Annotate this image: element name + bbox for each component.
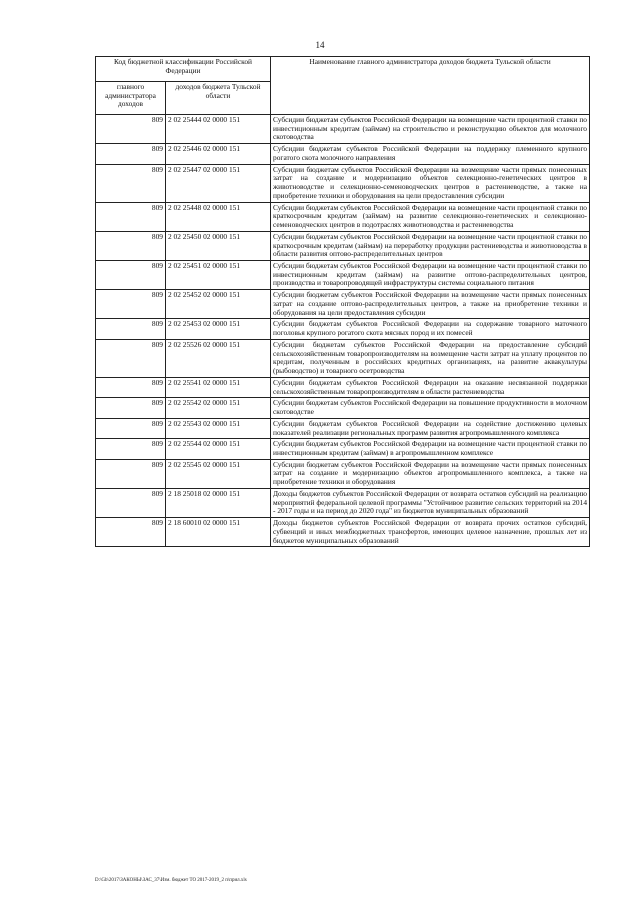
header-main-admin: главного администратора доходов <box>96 82 166 115</box>
income-code-cell: 2 02 25450 02 0000 151 <box>166 231 271 260</box>
admin-code-cell: 809 <box>96 418 166 438</box>
admin-code-cell: 809 <box>96 439 166 459</box>
table-row <box>96 144 590 164</box>
table-header-row <box>96 57 590 82</box>
description-cell: Субсидии бюджетам субъектов Российской Федерации на возмещение части процентной ставки по инвестиционным кредитам (займам) на строительство и реконструкцию объектов для молочного скотоводства <box>271 115 590 144</box>
description-cell: Субсидии бюджетам субъектов Российской Федерации на повышение продуктивности в молочном скотоводстве <box>271 398 590 418</box>
income-code-cell: 2 02 25453 02 0000 151 <box>166 319 271 339</box>
admin-code-cell: 809 <box>96 202 166 231</box>
description-cell: Доходы бюджетов субъектов Российской Федерации от возврата прочих остатков субсидий, субвенций и иных межбюджетных трансфертов, имеющих целевое назначение, прошлых лет из бюджетов муниципальных образований <box>271 518 590 547</box>
table-row <box>96 418 590 438</box>
admin-code-cell: 809 <box>96 377 166 397</box>
admin-code-cell: 809 <box>96 231 166 260</box>
admin-code-cell: 809 <box>96 164 166 202</box>
budget-classification-table <box>95 56 590 547</box>
description-cell: Субсидии бюджетам субъектов Российской Федерации на содействие достижению целевых показателей реализации региональных программ развития агропромышленного комплекса <box>271 418 590 438</box>
income-code-cell: 2 02 25542 02 0000 151 <box>166 398 271 418</box>
description-cell: Субсидии бюджетам субъектов Российской Федерации на поддержку племенного крупного рогатого скота молочного направления <box>271 144 590 164</box>
file-path-footer: D:\Gb\2017\ЗАКОНЫ\ЗАС_37\Изм. бюджет ТО 2017-2019_2 п\прил.xls <box>95 878 247 883</box>
table-row <box>96 164 590 202</box>
description-cell: Субсидии бюджетам субъектов Российской Федерации на возмещение части процентной ставки по инвестиционным кредитам (займам) на развитие оптово-распределительных центров, производства и товаропроводящей инфраструктуры системы социального питания <box>271 261 590 290</box>
table-row <box>96 518 590 547</box>
table-row <box>96 115 590 144</box>
description-cell: Субсидии бюджетам субъектов Российской Федерации на возмещение части процентной ставки по краткосрочным кредитам (займам) на переработку продукции растениеводства и животноводства в области развития оптово-распределительных центров <box>271 231 590 260</box>
admin-code-cell: 809 <box>96 319 166 339</box>
description-cell: Субсидии бюджетам субъектов Российской Федерации на возмещение части процентной ставки по краткосрочным кредитам (займам) на развитие селекционно-генетических и селекционно-семеноводческих центров в подотраслях животноводства и растениеводства <box>271 202 590 231</box>
table-row <box>96 439 590 459</box>
admin-code-cell: 809 <box>96 115 166 144</box>
table-row <box>96 202 590 231</box>
table-row <box>96 319 590 339</box>
income-code-cell: 2 02 25543 02 0000 151 <box>166 418 271 438</box>
admin-code-cell: 809 <box>96 459 166 488</box>
admin-code-cell: 809 <box>96 144 166 164</box>
description-cell: Субсидии бюджетам субъектов Российской Федерации на возмещение части прямых понесенных затрат на создание и модернизацию объектов селекционно-генетических центров в животноводстве и селекционно-семеноводческих центров в растениеводстве, а также на приобретение техники и оборудования на цели предоставления субсидии <box>271 164 590 202</box>
table-row <box>96 488 590 517</box>
page-number: 14 <box>315 40 325 50</box>
table-row <box>96 398 590 418</box>
table-body <box>96 115 590 547</box>
description-cell: Субсидии бюджетам субъектов Российской Федерации на оказание несвязанной поддержки сельскохозяйственным товаропроизводителям в области растениеводства <box>271 377 590 397</box>
description-cell: Субсидии бюджетам субъектов Российской Федерации на возмещение части прямых понесенных затрат на создание оптово-распределительных центров, а также на приобретение техники и оборудования на цели предоставления субсидии <box>271 290 590 319</box>
table-row <box>96 231 590 260</box>
description-cell: Субсидии бюджетам субъектов Российской Федерации на предоставление субсидий сельскохозяйственным товаропроизводителям на возмещение части затрат на уплату процентов по кредитам, полученным в российских кредитных организациях, на развитие аквакультуры (рыбоводство) и товарного осетроводства <box>271 339 590 377</box>
income-code-cell: 2 18 60010 02 0000 151 <box>166 518 271 547</box>
income-code-cell: 2 02 25526 02 0000 151 <box>166 339 271 377</box>
table-row <box>96 261 590 290</box>
admin-code-cell: 809 <box>96 488 166 517</box>
table-row <box>96 459 590 488</box>
admin-code-cell: 809 <box>96 339 166 377</box>
income-code-cell: 2 18 25018 02 0000 151 <box>166 488 271 517</box>
income-code-cell: 2 02 25444 02 0000 151 <box>166 115 271 144</box>
description-cell: Доходы бюджетов субъектов Российской Федерации от возврата остатков субсидий на реализацию мероприятий федеральной целевой программы "Устойчивое развитие сельских территорий на 2014 - 2017 годы и на период до 2020 года" из бюджетов муниципальных образований <box>271 488 590 517</box>
description-cell: Субсидии бюджетам субъектов Российской Федерации на возмещение части процентной ставки по инвестиционным кредитам (займам) в агропромышленном комплексе <box>271 439 590 459</box>
table-row <box>96 377 590 397</box>
header-budget-code-group: Код бюджетной классификации Российской Федерации <box>96 57 271 82</box>
header-admin-name: Наименование главного администратора доходов бюджета Тульской области <box>271 57 590 115</box>
admin-code-cell: 809 <box>96 261 166 290</box>
header-income-code: доходов бюджета Тульской области <box>166 82 271 115</box>
income-code-cell: 2 02 25451 02 0000 151 <box>166 261 271 290</box>
income-code-cell: 2 02 25448 02 0000 151 <box>166 202 271 231</box>
income-code-cell: 2 02 25452 02 0000 151 <box>166 290 271 319</box>
description-cell: Субсидии бюджетам субъектов Российской Федерации на содержание товарного маточного поголовья крупного рогатого скота мясных пород и их помесей <box>271 319 590 339</box>
income-code-cell: 2 02 25545 02 0000 151 <box>166 459 271 488</box>
admin-code-cell: 809 <box>96 398 166 418</box>
admin-code-cell: 809 <box>96 290 166 319</box>
admin-code-cell: 809 <box>96 518 166 547</box>
income-code-cell: 2 02 25447 02 0000 151 <box>166 164 271 202</box>
description-cell: Субсидии бюджетам субъектов Российской Федерации на возмещение части прямых понесенных затрат на создание и модернизацию объектов агропромышленного комплекса, а также на приобретение техники и оборудования <box>271 459 590 488</box>
income-code-cell: 2 02 25544 02 0000 151 <box>166 439 271 459</box>
table-row <box>96 339 590 377</box>
income-code-cell: 2 02 25541 02 0000 151 <box>166 377 271 397</box>
table-row <box>96 290 590 319</box>
income-code-cell: 2 02 25446 02 0000 151 <box>166 144 271 164</box>
